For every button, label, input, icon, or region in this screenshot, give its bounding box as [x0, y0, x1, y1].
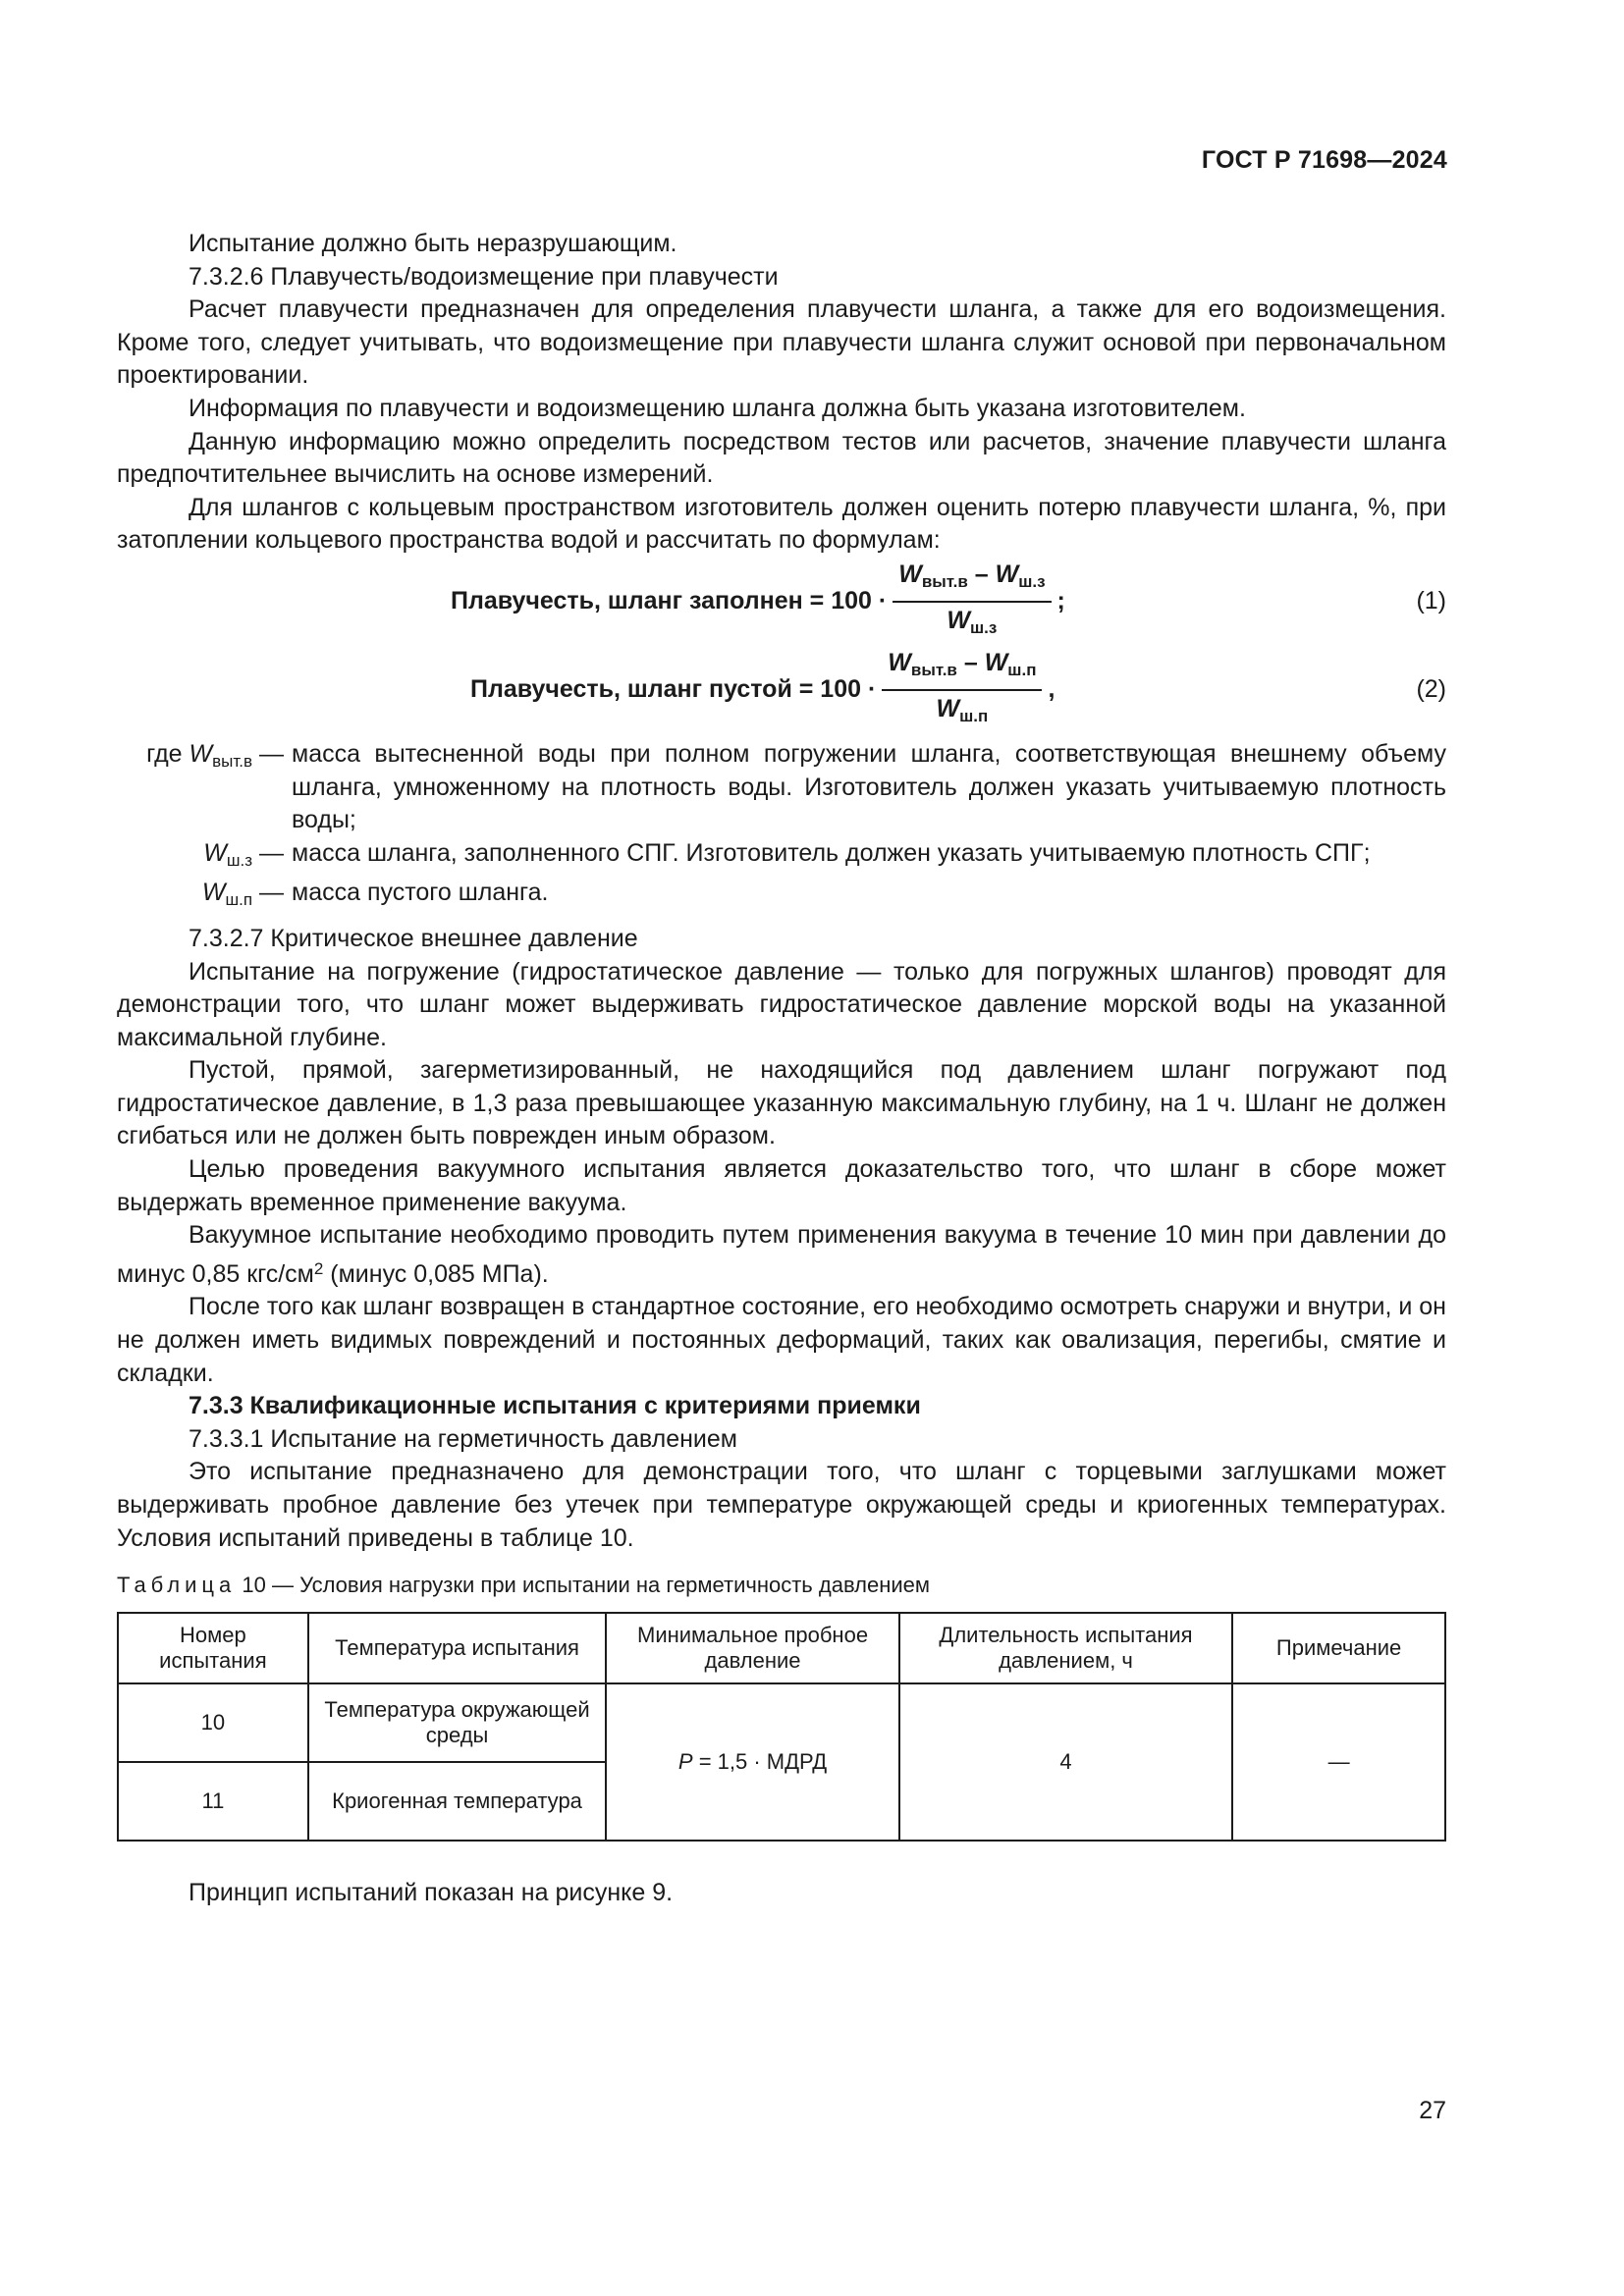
- formula-2-lhs: Плавучесть, шланг пустой = 100 ·: [470, 675, 877, 704]
- section-heading-bold: 7.3.3 Квалификационные испытания с критериями приемки: [189, 1392, 921, 1420]
- table-header-cell: Номер испытания: [118, 1613, 308, 1683]
- formula-2-denominator: $W_{ш.п}$: [936, 694, 989, 725]
- paragraph: Вакуумное испытание необходимо проводить путем применения вакуума в течение 10 мин при давлении до минус 0,85 кгс/$см^2$ (минус 0,085 МПа).: [117, 1221, 1446, 1288]
- formula-2-expression: Плавучесть, шланг пустой = 100 · $\frac{W_{выт.в} - W_{ш.п}}{W_{ш.п}}$ ,: [470, 646, 1055, 734]
- variable-definitions: [117, 738, 1446, 917]
- definition-term: где $W_{выт.в}$ —: [146, 739, 284, 771]
- paragraph: Расчет плавучести предназначен для определения плавучести шланга, а также для его водоизмещения. Кроме того, следует учитывать, что водоизмещение при плавучести шланга служит основой при первоначальном проектировании.: [117, 295, 1446, 390]
- duration-cell: 4: [899, 1683, 1232, 1841]
- test-number-cell: 11: [118, 1762, 308, 1841]
- note-cell: —: [1232, 1683, 1445, 1841]
- formula-1-lhs: Плавучесть, шланг заполнен = 100 ·: [451, 587, 888, 615]
- paragraph: Пустой, прямой, загерметизированный, не находящийся под давлением шланг погружают под гидростатическое давление, в 1,3 раза превышающее указанную максимальную глубину, на 1 ч. Шланг не должен сгибаться или не должен быть поврежден иным образом.: [117, 1056, 1446, 1150]
- min-pressure-cell: P = 1,5 · МДРД: [606, 1683, 899, 1841]
- test-number-cell: 10: [118, 1683, 308, 1762]
- formula-1: [117, 558, 1446, 646]
- page-number: 27: [1419, 2097, 1446, 2124]
- paragraph: После того как шланг возвращен в стандартное состояние, его необходимо осмотреть снаружи и внутри, и он не должен иметь видимых повреждений и постоянных деформаций, таких как овализация, перегибы, смятие и складки.: [117, 1293, 1446, 1387]
- table-header-cell: Минимальное пробное давление: [606, 1613, 899, 1683]
- definition-term: $W_{ш.п}$ —: [201, 879, 284, 910]
- section-heading: 7.3.2.6 Плавучесть/водоизмещение при плавучести: [189, 262, 779, 291]
- table-header-cell: Температура испытания: [308, 1613, 606, 1683]
- section-heading: 7.3.3.1 Испытание на герметичность давлением: [189, 1424, 737, 1453]
- definition-term: $W_{ш.з}$ —: [203, 838, 284, 870]
- test-temperature-cell: Температура окружающей среды: [308, 1683, 606, 1762]
- document-header: ГОСТ Р 71698—2024: [1201, 146, 1447, 174]
- test-temperature-cell: Криогенная температура: [308, 1762, 606, 1841]
- table-header-cell: Примечание: [1232, 1613, 1445, 1683]
- definition-item: [117, 738, 1446, 837]
- formula-1-numerator: $W_{выт.в} - W_{ш.з}$: [893, 559, 1051, 603]
- test-conditions-table: [117, 1612, 1446, 1842]
- paragraph: Данную информацию можно определить посредством тестов или расчетов, значение плавучести шланга предпочтительнее вычислить на основе измерений.: [117, 427, 1446, 489]
- definition-text: масса пустого шланга.: [292, 879, 549, 907]
- formula-1-expression: Плавучесть, шланг заполнен = 100 · $\frac{W_{выт.в} - W_{ш.з}}{W_{ш.з}}$ ;: [451, 558, 1065, 646]
- definition-item: [117, 837, 1446, 878]
- definition-text: масса шланга, заполненного СПГ. Изготовитель должен указать учитываемую плотность СПГ;: [292, 838, 1371, 867]
- paragraph: Принцип испытаний показан на рисунке 9.: [189, 1878, 674, 1906]
- formula-2-fraction: [882, 647, 1042, 732]
- formula-2-numerator: $W_{выт.в} - W_{ш.п}$: [882, 647, 1042, 691]
- definition-item: [117, 877, 1446, 917]
- formula-1-number: (1): [1416, 587, 1446, 615]
- table-header-row: [118, 1613, 1445, 1683]
- paragraph: Целью проведения вакуумного испытания является доказательство того, что шланг в сборе может выдержать временное применение вакуума.: [117, 1155, 1446, 1216]
- paragraph: Это испытание предназначено для демонстрации того, что шланг с торцевыми заглушками может выдерживать пробное давление без утечек при температуре окружающей среды и криогенных температурах. Условия испытаний приведены в таблице 10.: [117, 1458, 1446, 1552]
- formula-1-fraction: [893, 559, 1051, 644]
- formula-2-number: (2): [1416, 675, 1446, 704]
- table-caption: Таблица 10 — Условия нагрузки при испытании на герметичность давлением: [117, 1573, 931, 1598]
- table-header-cell: Длительность испытания давлением, ч: [899, 1613, 1232, 1683]
- paragraph: Для шлангов с кольцевым пространством изготовитель должен оценить потерю плавучести шланга, %, при затоплении кольцевого пространства водой и рассчитать по формулам:: [117, 493, 1446, 555]
- paragraph: Испытание на погружение (гидростатическое давление — только для погружных шлангов) проводят для демонстрации того, что шланг может выдерживать гидростатическое давление морской воды на указанной максимальной глубине.: [117, 957, 1446, 1051]
- paragraph: Испытание должно быть неразрушающим.: [189, 230, 677, 257]
- table-row: [118, 1683, 1445, 1762]
- formula-1-denominator: $W_{ш.з}$: [947, 606, 998, 637]
- paragraph: Информация по плавучести и водоизмещению шланга должна быть указана изготовителем.: [189, 394, 1246, 422]
- document-body: [117, 228, 1446, 1909]
- formula-2: [117, 646, 1446, 734]
- section-heading: 7.3.2.7 Критическое внешнее давление: [189, 924, 638, 952]
- definition-text: масса вытесненной воды при полном погружении шланга, соответствующая внешнему объему шланга, умноженному на плотность воды. Изготовитель должен указать учитываемую плотность воды;: [292, 739, 1446, 834]
